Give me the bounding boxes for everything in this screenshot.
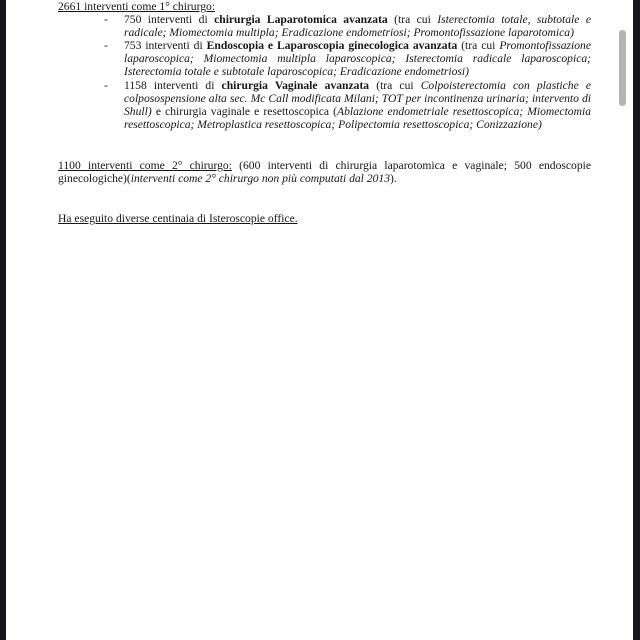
item-detail-italic: Colpoisterectomia con plastiche e colposospensione alta sec. Mc Call modificata Milani; TOT per incontinenza urinaria; intervento di Shull xyxy=(124,78,592,118)
bullet-dash-icon: - xyxy=(104,13,108,27)
second-surgeon-body-close: ). xyxy=(390,172,397,186)
item-paren-open: (tra cui xyxy=(369,78,421,92)
second-surgeon-body: (600 interventi di chirurgia laparotomica e vaginale; 500 endoscopie ginecologiche)( xyxy=(58,158,591,186)
vertical-scrollbar-track[interactable] xyxy=(626,0,633,640)
document-page xyxy=(6,0,633,640)
item-continuation-italic: Ablazione endometriale resettoscopica; Miomectomia resettoscopica; Metroplastica resettoscopica; Polipectomia resettoscopica; Conizzazione xyxy=(124,104,591,131)
line-hysteroscopy-office: Ha eseguito diverse centinaia di Isteroscopie office. xyxy=(58,212,298,226)
viewer-right-edge xyxy=(633,0,640,640)
second-surgeon-note-italic: interventi come 2° chirurgo non più computati dal 2013 xyxy=(130,172,390,186)
heading-first-surgeon: 2661 interventi come 1° chirurgo: xyxy=(58,0,216,13)
item-lead-text: 753 interventi di xyxy=(124,39,207,53)
item-continuation-close: ) xyxy=(537,117,542,131)
list-item xyxy=(58,79,591,131)
list-item xyxy=(58,13,591,39)
heading-second-surgeon: 1100 interventi come 2° chirurgo: xyxy=(58,158,232,172)
item-paren-close: ) xyxy=(570,26,574,40)
section-spacer xyxy=(58,131,591,159)
item-paren-open: (tra cui xyxy=(387,13,438,27)
page-whitespace xyxy=(58,227,591,587)
item-detail-italic: Isterectomia totale, subtotale e radicale; Miomectomia multipla; Eradicazione endometriosi; Promontofissazione laparotomica xyxy=(124,13,591,40)
item-title-bold: chirurgia Laparotomica avanzata xyxy=(214,13,388,27)
item-lead-text: 1158 interventi di xyxy=(124,78,222,92)
vertical-scrollbar-thumb[interactable] xyxy=(619,30,626,106)
first-surgeon-list xyxy=(58,13,591,131)
item-detail-italic: Promontofissazione laparoscopica; Miomectomia multipla laparoscopica; Isterectomia radicale laparoscopica; Isterectomia totale e subtotale laparoscopica; Eradicazione endometriosi xyxy=(124,39,591,79)
item-title-bold: Endoscopia e Laparoscopia ginecologica avanzata xyxy=(206,39,458,53)
viewer-left-edge xyxy=(0,0,6,640)
item-continuation-text: e chirurgia vaginale e resettoscopica ( xyxy=(151,104,338,118)
item-paren-close: ) xyxy=(465,65,469,79)
section-spacer xyxy=(58,185,591,209)
paragraph-second-surgeon xyxy=(58,159,591,185)
item-lead-text: 750 interventi di xyxy=(124,13,215,27)
item-paren-open: (tra cui xyxy=(457,39,500,53)
document-content xyxy=(58,0,591,587)
list-item xyxy=(58,39,591,78)
item-title-bold: chirurgia Vaginale avanzata xyxy=(221,78,370,92)
bullet-dash-icon: - xyxy=(104,39,108,53)
bullet-dash-icon: - xyxy=(104,78,108,92)
item-paren-close: ) xyxy=(147,104,152,118)
